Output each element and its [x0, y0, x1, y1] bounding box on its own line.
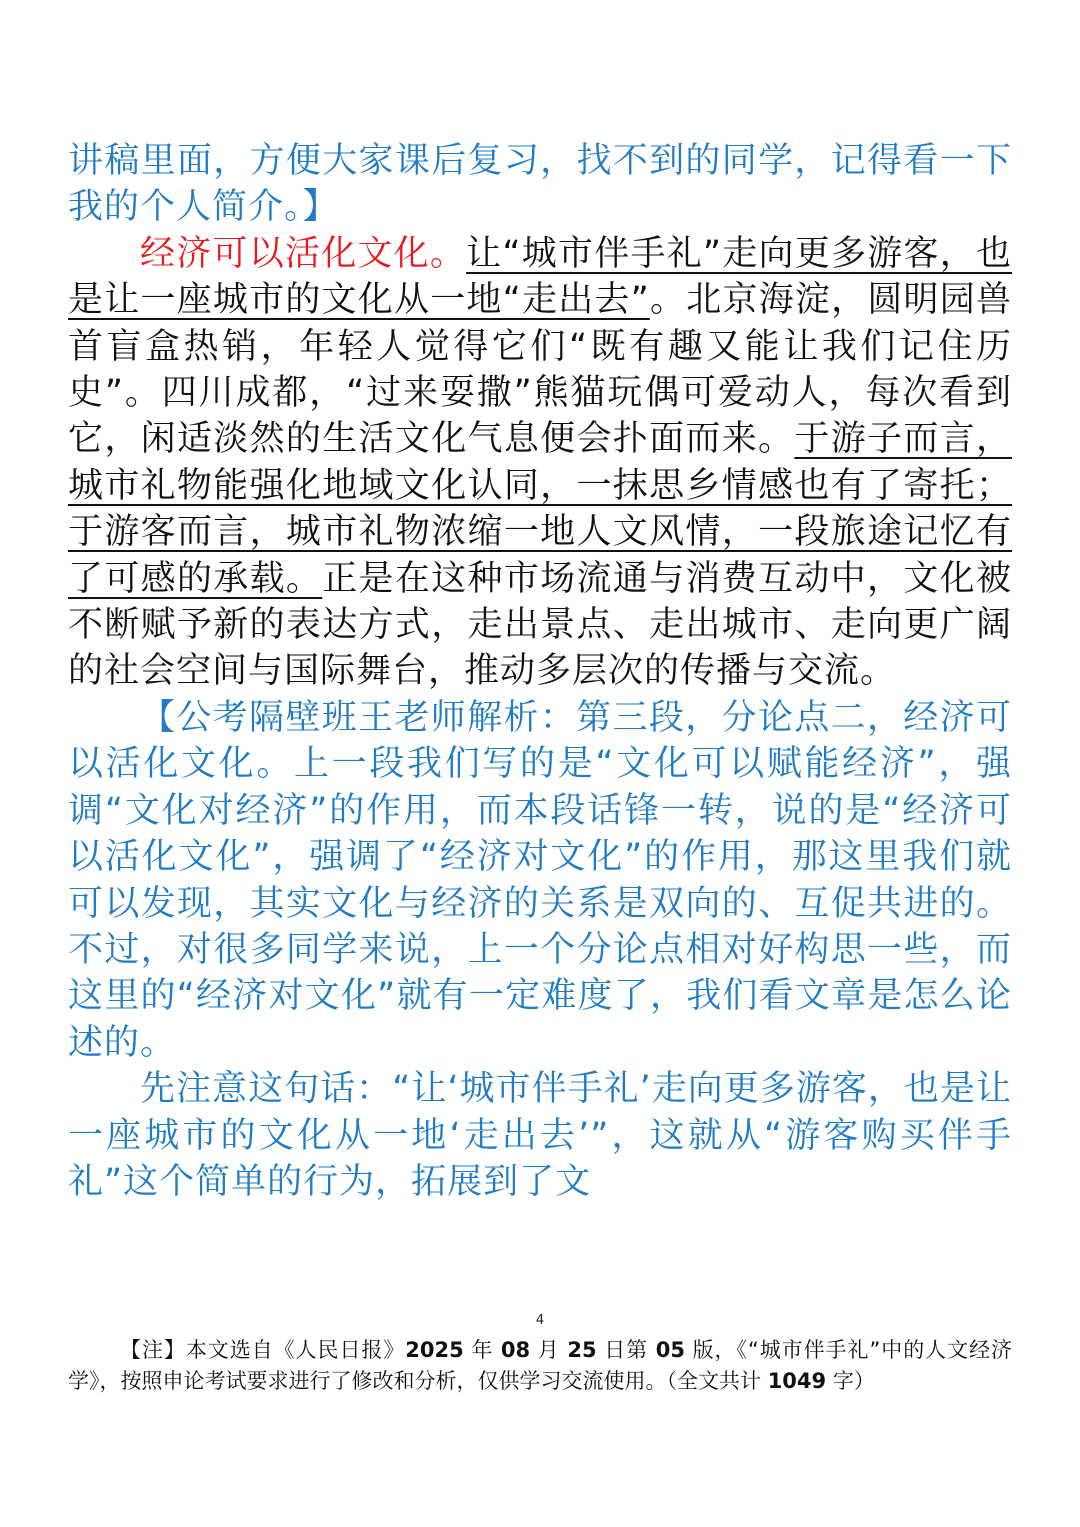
teacher-analysis-paragraph [68, 1066, 1012, 1205]
analysis-text: 先注意这句话：“让‘城市伴手礼’走向更多游客，也是让一座城市的文化从一地‘走出去’”，这就从“游客购买伴手礼”这个简单的行为，拓展到了文 [68, 1069, 1012, 1202]
paragraph-continuation [68, 138, 1012, 231]
sub-argument-heading: 经济可以活化文化。 [140, 233, 467, 274]
page-number: 4 [535, 1313, 545, 1328]
example-text: 。北京海淀，圆明园兽首盲盒热销，年轻人觉得它们“既有趣又能让我们记住历史”。四川成都，“过来耍撒”熊猫玩偶可爱动人，每次看到它，闲适淡然的生活文化气息便会扑面而来。 [68, 280, 1012, 460]
underlined-key-sentence: 于游子而言，城市礼物能强化地域文化认同，一抹思乡情感也有了寄托；于游客而言，城市礼物浓缩一地人文风情，一段旅途记忆有了可感的承载。 [68, 419, 1012, 599]
conclusion-text: 正是在这种市场流通与消费互动中，文化被不断赋予新的表达方式，走出景点、走出城市、走向更广阔的社会空间与国际舞台，推动多层次的传播与交流。 [68, 558, 1012, 692]
teacher-note-ending: 讲稿里面，方便大家课后复习，找不到的同学，记得看一下我的个人简介。】 [68, 141, 1012, 228]
paragraph-argument-two [68, 231, 1012, 695]
analysis-text: 【公考隔壁班王老师解析：第三段，分论点二，经济可以活化文化。上一段我们写的是“文化可以赋能经济”，强调“文化对经济”的作用，而本段话锋一转，说的是“经济可以活化文化”，强调了“经济对文化”的作用，那这里我们就可以发现，其实文化与经济的关系是双向的、互促共进的。不过，对很多同学来说，上一个分论点相对好构思一些，而这里的“经济对文化”就有一定难度了，我们看文章是怎么论述的。 [68, 697, 1012, 1063]
teacher-analysis-paragraph [68, 695, 1012, 1066]
source-footnote: 【注】本文选自《人民日报》2025 年 08 月 25 日第 05 版，《“城市伴手礼”中的人文经济学》，按照申论考试要求进行了修改和分析，仅供学习交流使用。（全文共计 1049 字） [68, 1338, 1012, 1393]
underlined-key-sentence: 让“城市伴手礼”走向更多游客，也是让一座城市的文化从一地“走出去” [68, 233, 1012, 321]
article-body [68, 138, 1012, 1205]
